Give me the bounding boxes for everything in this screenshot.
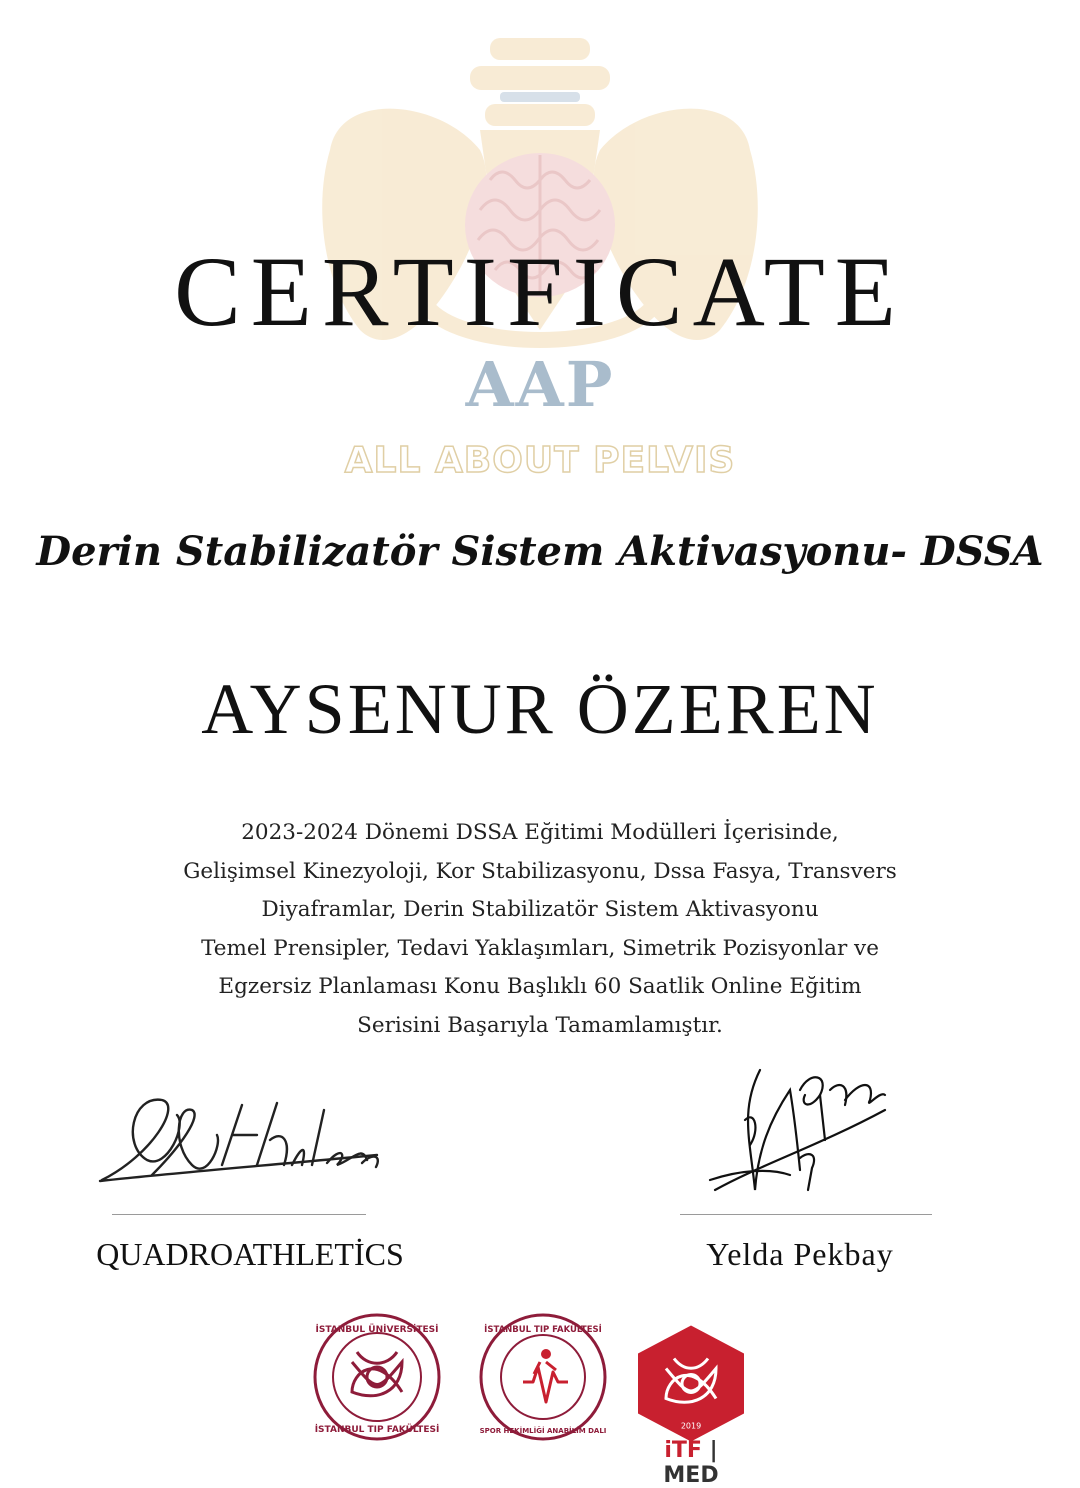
- svg-text:İSTANBUL TIP FAKÜLTESİ: İSTANBUL TIP FAKÜLTESİ: [314, 1425, 440, 1435]
- body-line: Temel Prensipler, Tedavi Yaklaşımları, Simetrik Pozisyonlar ve: [201, 935, 879, 961]
- signatory-left-name: QUADROATHLETİCS: [96, 1236, 404, 1272]
- quadroathletics-signature: [92, 1085, 392, 1195]
- aap-logo-text: AAP: [465, 348, 615, 421]
- body-line: 2023-2024 Dönemi DSSA Eğitimi Modülleri İçerisinde,: [241, 820, 839, 845]
- itf-med-logo-icon: [634, 1316, 748, 1451]
- certificate-body: [120, 814, 960, 1045]
- body-line: Gelişimsel Kinezyoloji, Kor Stabilizasyonu, Dssa Fasya, Transvers: [183, 858, 897, 884]
- svg-text:SPOR HEKİMLİĞİ ANABİLİM DALI: SPOR HEKİMLİĞİ ANABİLİM DALI: [479, 1427, 607, 1435]
- yelda-pekbay-signature: [700, 1050, 900, 1210]
- course-name: Derin Stabilizatör Sistem Aktivasyonu- DSSA: [36, 528, 1044, 575]
- sports-medicine-seal-icon: [478, 1312, 608, 1442]
- signatory-right-name: Yelda Pekbay: [706, 1236, 894, 1272]
- itf-label-separator: |: [701, 1438, 718, 1463]
- body-line: Diyaframlar, Derin Stabilizatör Sistem Aktivasyonu: [261, 897, 819, 922]
- itf-label-part2: MED: [663, 1463, 719, 1488]
- itf-label-part1: iTF: [664, 1438, 702, 1463]
- itf-med-label: [634, 1438, 748, 1488]
- signature-line-left: [112, 1214, 366, 1215]
- svg-text:İSTANBUL ÜNİVERSİTESİ: İSTANBUL ÜNİVERSİTESİ: [315, 1325, 439, 1335]
- istanbul-university-seal-icon: [312, 1312, 442, 1442]
- svg-text:2019: 2019: [680, 1421, 702, 1431]
- certificate-title: CERTIFICATE: [174, 236, 906, 347]
- signature-line-right: [680, 1214, 932, 1215]
- body-line: Serisini Başarıyla Tamamlamıştır.: [357, 1012, 723, 1038]
- body-line: Egzersiz Planlaması Konu Başlıklı 60 Saatlik Online Eğitim: [218, 974, 862, 999]
- svg-text:İSTANBUL TIP FAKÜLTESİ: İSTANBUL TIP FAKÜLTESİ: [484, 1325, 602, 1335]
- aap-full-name: ALL ABOUT PELVIS: [344, 440, 736, 481]
- recipient-name: AYSENUR ÖZEREN: [201, 669, 879, 749]
